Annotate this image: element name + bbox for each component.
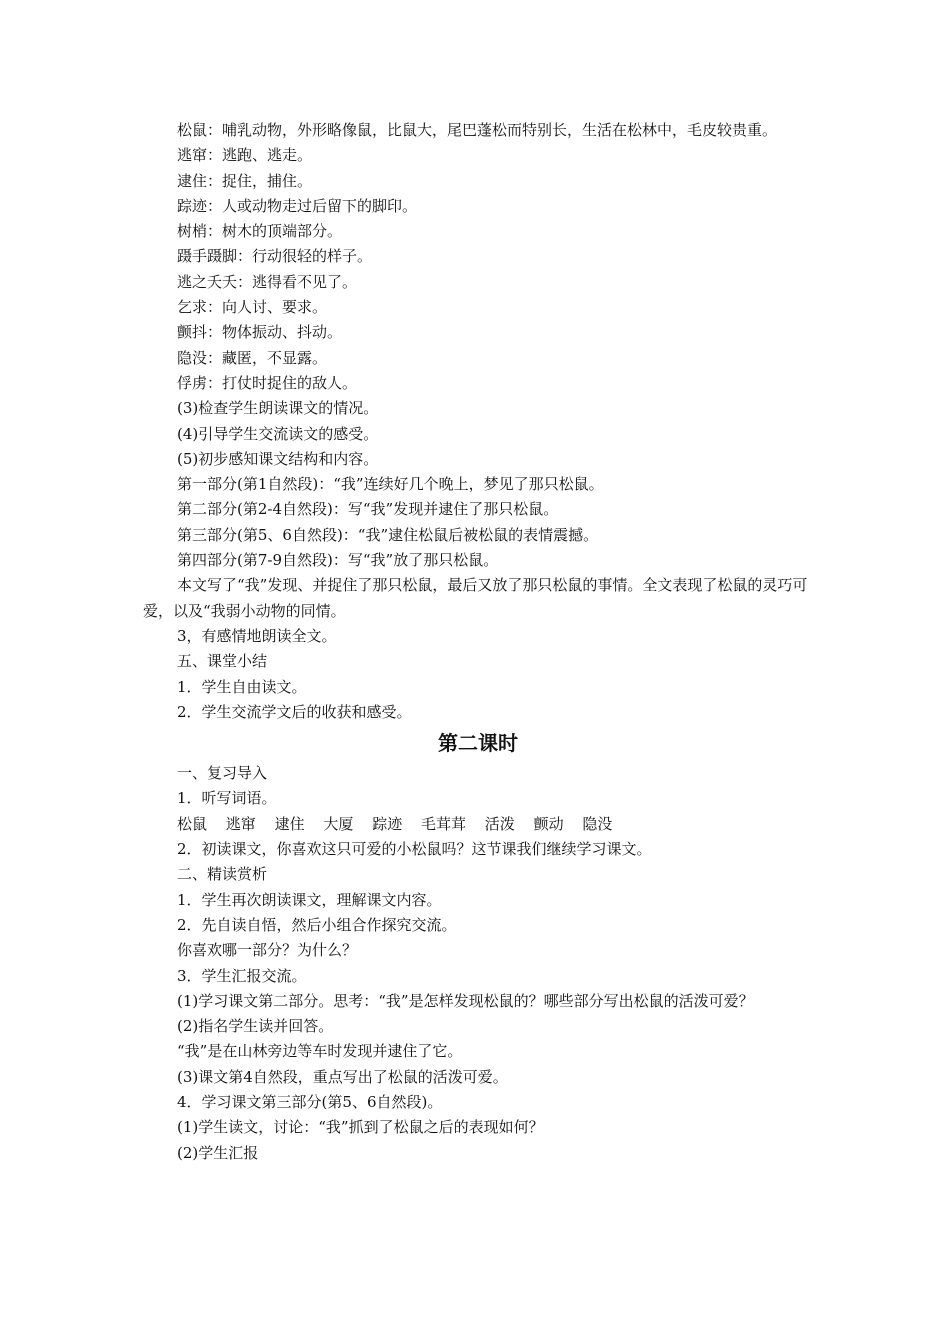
section-close-reading: 二、精读赏析 bbox=[177, 865, 268, 884]
vocab-word: 隐没 bbox=[582, 814, 613, 833]
definition-zongji: 踪迹：人或动物走过后留下的脚印。 bbox=[177, 196, 418, 215]
summary-item-1: 1．学生自由读文。 bbox=[177, 677, 307, 696]
part-4: 第四部分(第7-9自然段)：写“我”放了那只松鼠。 bbox=[177, 551, 499, 570]
part-2: 第二部分(第2-4自然段)：写“我”发现并逮住了那只松鼠。 bbox=[177, 500, 559, 519]
vocab-word: 松鼠 bbox=[177, 814, 208, 833]
definition-nieshou: 蹑手蹑脚：行动很轻的样子。 bbox=[177, 247, 373, 266]
sub-item-2: (2)指名学生读并回答。 bbox=[177, 1017, 334, 1036]
reading-item-3: 3．学生汇报交流。 bbox=[177, 966, 307, 985]
part-3: 第三部分(第5、6自然段)：“我”逮住松鼠后被松鼠的表情震撼。 bbox=[177, 525, 599, 544]
definition-songshu: 松鼠：哺乳动物，外形略像鼠，比鼠大，尾巴蓬松而特别长，生活在松林中，毛皮较贵重。 bbox=[177, 121, 778, 139]
definition-qiqiu: 乞求：向人讨、要求。 bbox=[177, 298, 328, 317]
reading-item-1: 1．学生再次朗读课文，理解课文内容。 bbox=[177, 890, 442, 909]
review-item-2: 2．初读课文，你喜欢这只可爱的小松鼠吗？这节课我们继续学习课文。 bbox=[177, 840, 652, 859]
part-1: 第一部分(第1自然段)：“我”连续好几个晚上，梦见了那只松鼠。 bbox=[177, 475, 604, 494]
sub-item-3: (3)课文第4自然段，重点写出了松鼠的活泼可爱。 bbox=[177, 1067, 508, 1086]
definition-fulu: 俘虏：打仗时捉住的敌人。 bbox=[177, 373, 358, 392]
vocab-word: 毛茸茸 bbox=[420, 814, 466, 833]
definition-daizhu: 逮住：捉住，捕住。 bbox=[177, 171, 313, 190]
vocab-word: 大厦 bbox=[323, 814, 354, 833]
definition-shushao: 树梢：树木的顶端部分。 bbox=[177, 222, 343, 241]
summary-item-2: 2．学生交流学文后的收获和感受。 bbox=[177, 702, 412, 721]
sub-item-1: (1)学习课文第二部分。思考：“我”是怎样发现松鼠的？哪些部分写出松鼠的活泼可爱？ bbox=[177, 991, 754, 1010]
vocab-word: 颤动 bbox=[533, 814, 564, 833]
reading-item-2: 2．先自读自悟，然后小组合作探究交流。 bbox=[177, 915, 457, 934]
vocab-word: 活泼 bbox=[484, 814, 515, 833]
section-class-summary: 五、课堂小结 bbox=[177, 652, 268, 671]
vocab-word: 逮住 bbox=[274, 814, 305, 833]
vocab-list bbox=[143, 812, 813, 837]
section-review: 一、复习导入 bbox=[177, 764, 268, 783]
definition-chandou: 颤抖：物体振动、抖动。 bbox=[177, 323, 343, 342]
vocab-word: 踪迹 bbox=[372, 814, 403, 833]
sub-item-5: (2)学生汇报 bbox=[177, 1143, 259, 1162]
definition-taocuan: 逃窜：逃跑、逃走。 bbox=[177, 146, 313, 165]
answer-line: “我”是在山林旁边等车时发现并逮住了它。 bbox=[177, 1042, 463, 1061]
document-body bbox=[143, 118, 813, 1166]
summary-paragraph: 本文写了“我”发现、并捉住了那只松鼠，最后又放了那只松鼠的事情。全文表现了松鼠的灵巧可爱，以及“我弱小动物的同情。 bbox=[143, 576, 808, 620]
definition-taozhi: 逃之夭夭：逃得看不见了。 bbox=[177, 272, 358, 291]
step-3: (3)检查学生朗读课文的情况。 bbox=[177, 399, 379, 418]
step-read-aloud: 3，有感情地朗读全文。 bbox=[177, 626, 337, 645]
reading-item-4: 4．学习课文第三部分(第5、6自然段)。 bbox=[177, 1092, 443, 1111]
lesson-heading: 第二课时 bbox=[438, 731, 518, 756]
vocab-word: 逃窜 bbox=[225, 814, 256, 833]
question-line: 你喜欢哪一部分？为什么？ bbox=[177, 941, 358, 960]
definition-yinmo: 隐没：藏匿，不显露。 bbox=[177, 348, 328, 367]
review-item-1: 1．听写词语。 bbox=[177, 789, 277, 808]
sub-item-4: (1)学生读文，讨论：“我”抓到了松鼠之后的表现如何？ bbox=[177, 1118, 544, 1137]
step-4: (4)引导学生交流读文的感受。 bbox=[177, 424, 379, 443]
step-5: (5)初步感知课文结构和内容。 bbox=[177, 449, 379, 468]
